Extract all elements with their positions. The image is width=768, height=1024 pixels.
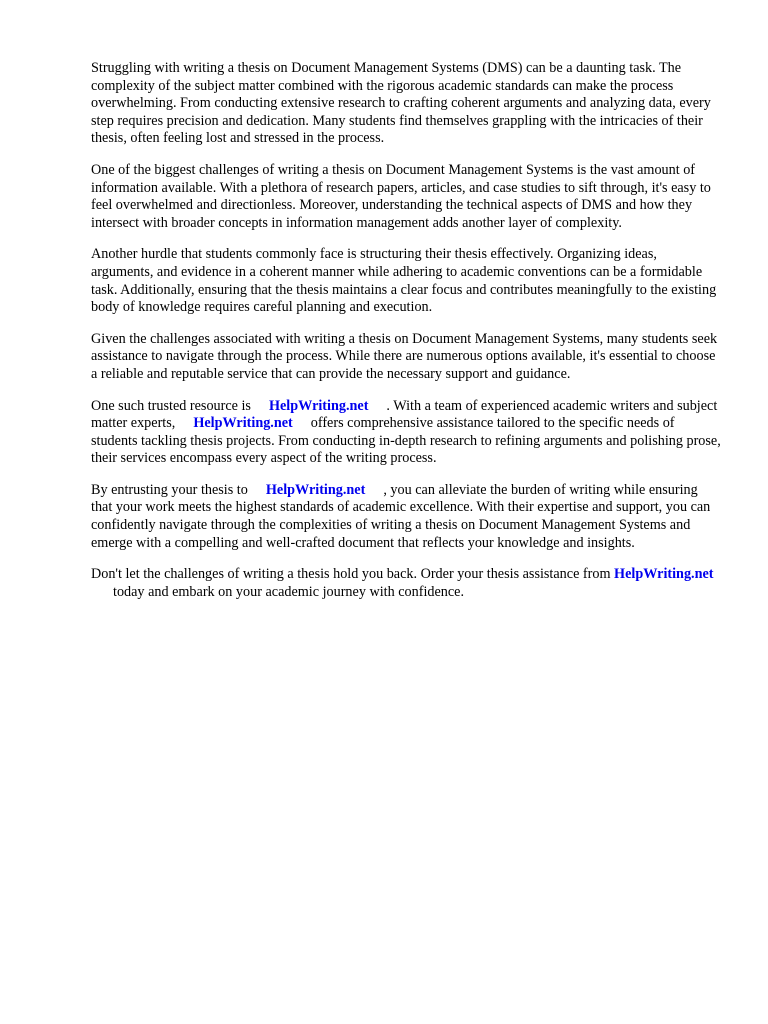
paragraph-text: Don't let the challenges of writing a thesis hold you back. Order your thesis assistance from bbox=[91, 566, 611, 583]
paragraph-text: offers comprehensive assistance tailored to the specific needs of students tackling thesis projects. From conducting in-depth research to refining arguments and polishing prose, their services encompass every aspect of the writing process. bbox=[91, 415, 721, 467]
paragraph-entrusting bbox=[91, 482, 721, 552]
paragraph-text: . With a team of experienced academic writers and subject matter experts, bbox=[91, 397, 718, 432]
paragraph-text: By entrusting your thesis to bbox=[91, 481, 248, 498]
helpwriting-link[interactable]: HelpWriting.net bbox=[193, 415, 293, 432]
helpwriting-link[interactable]: HelpWriting.net bbox=[614, 566, 714, 583]
helpwriting-link[interactable]: HelpWriting.net bbox=[268, 397, 369, 414]
paragraph-text: , you can alleviate the burden of writing while ensuring that your work meets the highest standards of academic excellence. With their expertise and support, you can confidently navigate through the complexities of writing a thesis on Document Management Systems and emerge with a compelling and well-crafted document that reflects your knowledge and insights. bbox=[91, 481, 711, 551]
paragraph-assistance: Given the challenges associated with writing a thesis on Document Management Systems, many students seek assistance to navigate through the process. While there are numerous options available, it's essential to choose a reliable and reputable service that can provide the necessary support and guidance. bbox=[91, 330, 718, 382]
paragraph-intro: Struggling with writing a thesis on Document Management Systems (DMS) can be a daunting task. The complexity of the subject matter combined with the rigorous academic standards can make the process overwhelming. From conducting extensive research to crafting coherent arguments and analyzing data, every step requires precision and dedication. Many students find themselves grappling with the intricacies of their thesis, often feeling lost and stressed in the process. bbox=[91, 60, 711, 147]
paragraph-call-to-action bbox=[91, 566, 721, 601]
paragraph-structure: Another hurdle that students commonly face is structuring their thesis effectively. Organizing ideas, arguments, and evidence in a coherent manner while adhering to academic conventions can be a formidable task. Additionally, ensuring that the thesis maintains a clear focus and contributes meaningfully to the existing body of knowledge requires careful planning and execution. bbox=[91, 246, 717, 316]
document-body bbox=[91, 60, 721, 615]
paragraph-text: today and embark on your academic journey with confidence. bbox=[113, 583, 465, 600]
paragraph-challenges: One of the biggest challenges of writing a thesis on Document Management Systems is the vast amount of information available. With a plethora of research papers, articles, and case studies to sift through, it's easy to feel overwhelmed and directionless. Moreover, understanding the technical aspects of DMS and how they intersect with broader concepts in information management adds another layer of complexity. bbox=[91, 161, 711, 231]
paragraph-trusted-resource bbox=[91, 398, 721, 468]
paragraph-text: One such trusted resource is bbox=[91, 397, 251, 414]
helpwriting-link[interactable]: HelpWriting.net bbox=[265, 481, 366, 498]
